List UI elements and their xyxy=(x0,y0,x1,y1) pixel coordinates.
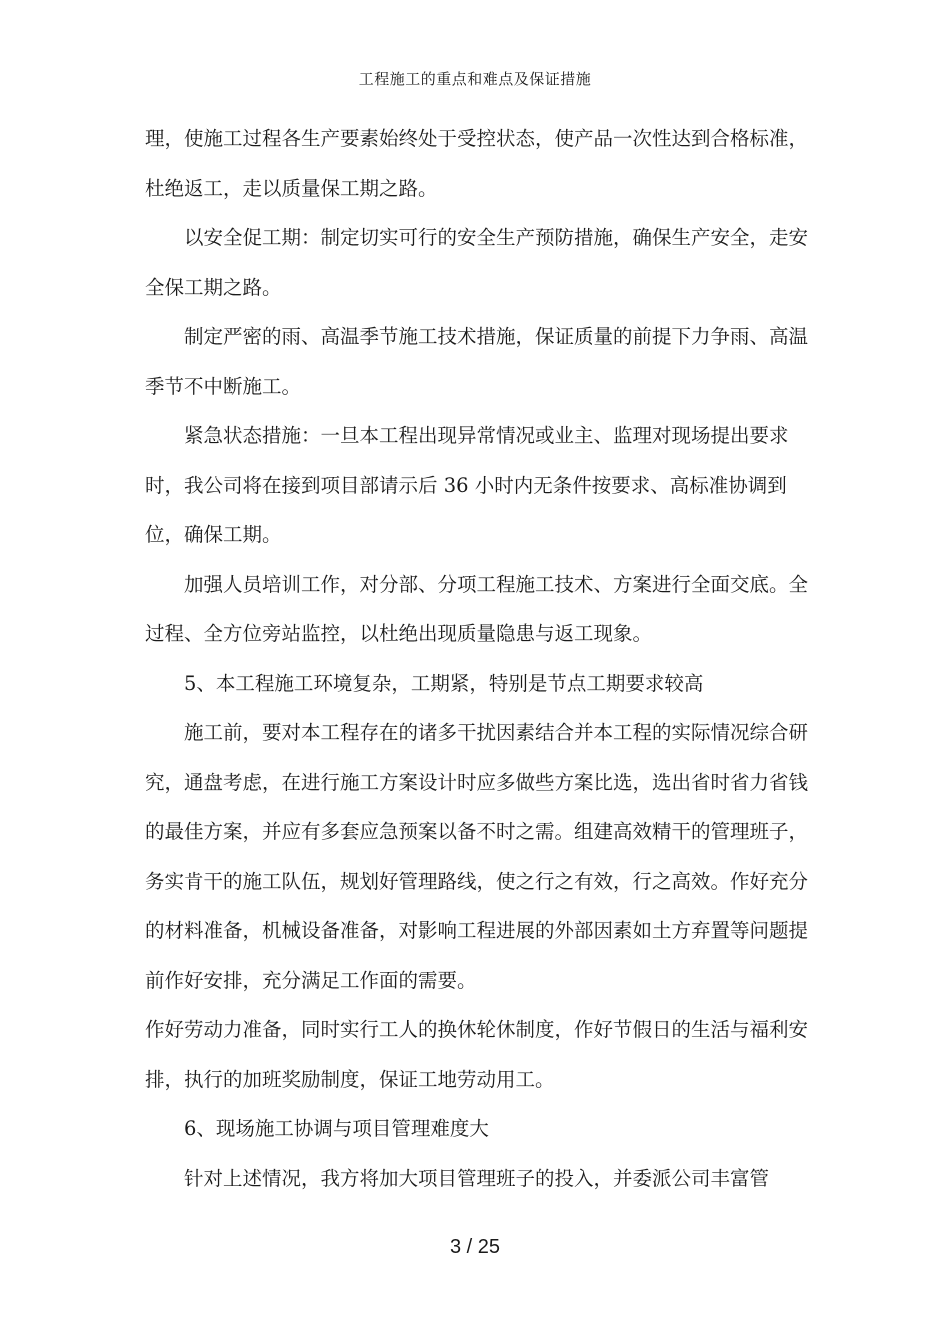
section-heading-5: 5、本工程施工环境复杂，工期紧，特别是节点工期要求较高 xyxy=(184,671,704,695)
paragraph-safety: 以安全促工期：制定切实可行的安全生产预防措施，确保生产安全，走安全保工期之路。 xyxy=(145,226,809,299)
paragraph-seasonal: 制定严密的雨、高温季节施工技术措施，保证质量的前提下力争雨、高温季节不中断施工。 xyxy=(145,325,809,398)
paragraph-training: 加强人员培训工作，对分部、分项工程施工技术、方案进行全面交底。全过程、全方位旁站监控，以杜绝出现质量隐患与返工现象。 xyxy=(145,572,809,645)
paragraph-emergency: 紧急状态措施：一旦本工程出现异常情况或业主、监理对现场提出要求时，我公司将在接到项目部请示后 36 小时内无条件按要求、高标准协调到位，确保工期。 xyxy=(145,424,789,546)
paragraph-management: 针对上述情况，我方将加大项目管理班子的投入，并委派公司丰富管 xyxy=(184,1166,770,1190)
page-number: 3 / 25 xyxy=(449,1236,501,1258)
paragraph-continuation: 理，使施工过程各生产要素始终处于受控状态，使产品一次性达到合格标准，杜绝返工，走以质量保工期之路。 xyxy=(145,127,809,200)
section-heading-6: 6、现场施工协调与项目管理难度大 xyxy=(184,1117,489,1140)
paragraph-labor: 作好劳动力准备，同时实行工人的换休轮休制度，作好节假日的生活与福利安排，执行的加班奖励制度，保证工地劳动用工。 xyxy=(145,1018,809,1091)
page-header-title: 工程施工的重点和难点及保证措施 xyxy=(358,70,592,88)
document-body xyxy=(145,114,809,1203)
paragraph-preparation: 施工前，要对本工程存在的诸多干扰因素结合并本工程的实际情况综合研究，通盘考虑，在进行施工方案设计时应多做些方案比选，选出省时省力省钱的最佳方案，并应有多套应急预案以备不时之需。组建高效精干的管理班子，务实肯干的施工队伍，规划好管理路线，使之行之有效，行之高效。作好充分的材料准备，机械设备准备，对影响工程进展的外部因素如土方弃置等问题提前作好安排，充分满足工作面的需要。 xyxy=(145,721,809,992)
